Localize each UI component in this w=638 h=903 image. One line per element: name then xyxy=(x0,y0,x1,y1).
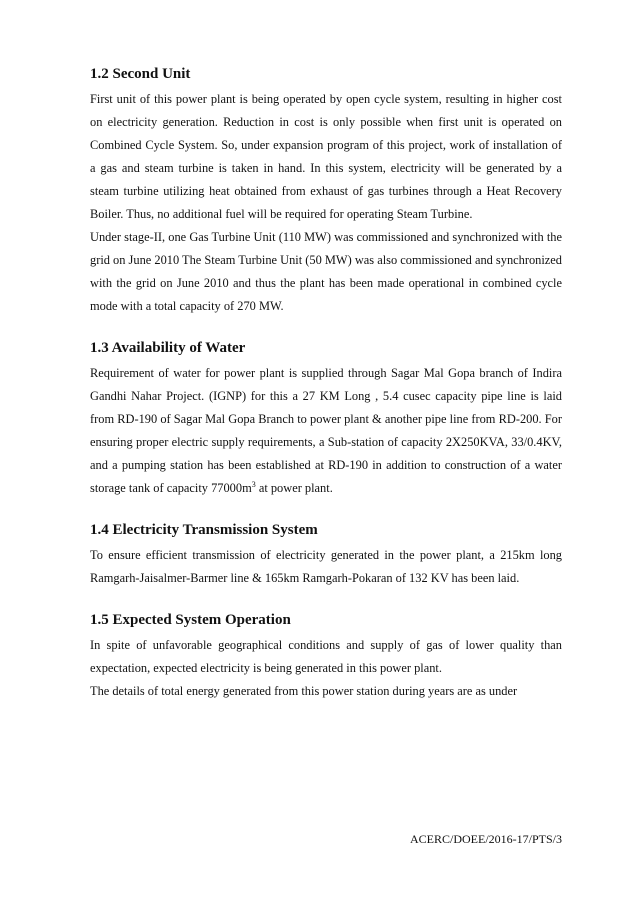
paragraph-tail: at power plant. xyxy=(255,481,333,495)
section-availability-of-water xyxy=(90,338,562,500)
section-heading: 1.3 Availability of Water xyxy=(90,340,246,356)
paragraph: First unit of this power plant is being operated by open cycle system, resulting in higher cost on electricity generation. Reduction in cost is only possible when first unit is operated on Combined Cycle System. So, under expansion program of this project, work of installation of a gas and steam turbine is taken in hand. In this system, electricity will be generated by a steam turbine utilizing heat obtained from exhaust of gas turbines through a Heat Recovery Boiler. Thus, no additional fuel will be required for operating Steam Turbine. xyxy=(90,92,562,221)
section-heading: 1.4 Electricity Transmission System xyxy=(90,522,318,538)
section-heading: 1.5 Expected System Operation xyxy=(90,612,291,628)
page-content xyxy=(90,64,562,723)
section-electricity-transmission xyxy=(90,520,562,590)
paragraph: The details of total energy generated from this power station during years are as under xyxy=(90,684,518,698)
paragraph: Under stage-II, one Gas Turbine Unit (110 MW) was commissioned and synchronized with the grid on June 2010 The Steam Turbine Unit (50 MW) was also commissioned and synchronized with the grid on June 2010 and thus the plant has been made operational in combined cycle mode with a total capacity of 270 MW. xyxy=(90,230,562,313)
section-heading: 1.2 Second Unit xyxy=(90,66,191,82)
section-second-unit xyxy=(90,64,562,318)
paragraph: In spite of unfavorable geographical conditions and supply of gas of lower quality than expectation, expected electricity is being generated in this power plant. xyxy=(90,638,562,675)
paragraph-text: Requirement of water for power plant is supplied through Sagar Mal Gopa branch of Indira Gandhi Nahar Project. (IGNP) for this a 27 KM Long , 5.4 cusec capacity pipe line is laid from RD-190 of Sagar Mal Gopa Branch to power plant & another pipe line from RD-200. For ensuring proper electric supply requirements, a Sub-station of capacity 2X250KVA, 33/0.4KV, and a pumping station has been established at RD-190 in addition to construction of a water storage tank of capacity 77000m xyxy=(90,366,562,495)
paragraph: To ensure efficient transmission of electricity generated in the power plant, a 215km long Ramgarh-Jaisalmer-Barmer line & 165km Ramgarh-Pokaran of 132 KV has been laid. xyxy=(90,548,562,585)
paragraph xyxy=(90,362,562,500)
section-expected-system-operation xyxy=(90,610,562,703)
page-footer: ACERC/DOEE/2016-17/PTS/3 xyxy=(409,832,562,846)
superscript: 3 xyxy=(251,479,256,489)
